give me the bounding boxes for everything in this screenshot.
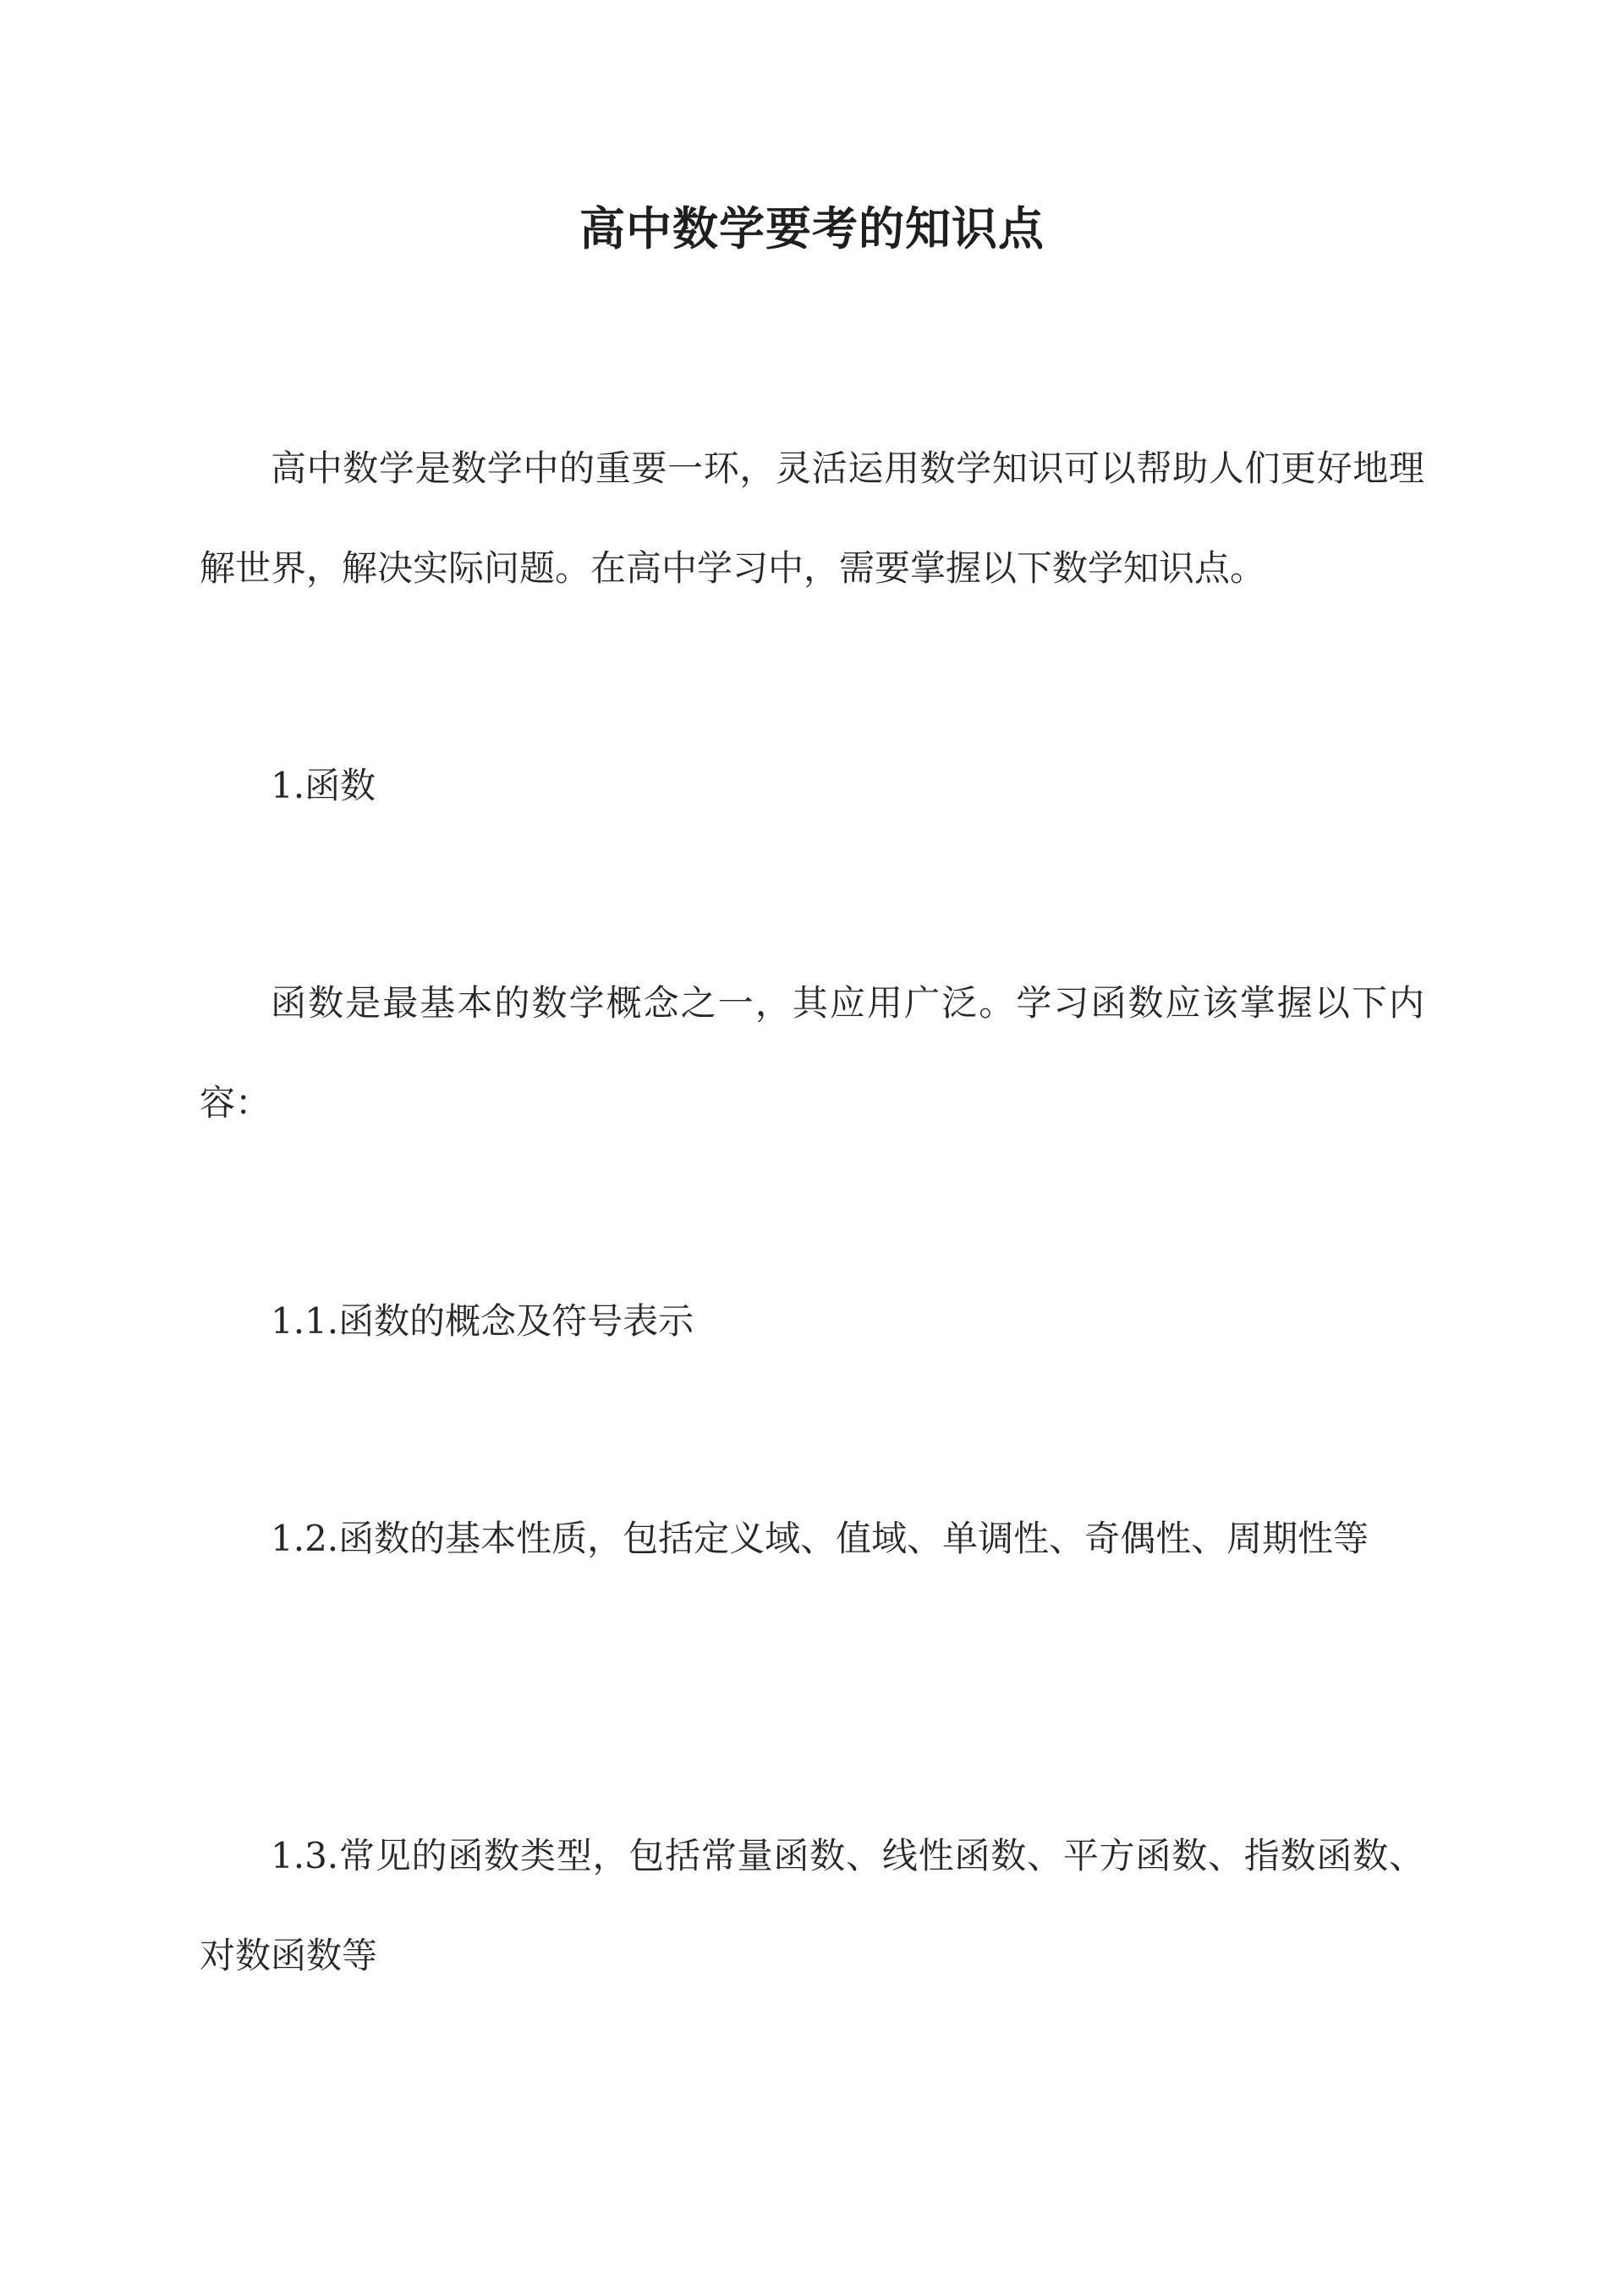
functions-intro-paragraph: 函数是最基本的数学概念之一，其应用广泛。学习函数应该掌握以下内容： <box>200 982 1424 1123</box>
intro-paragraph: 高中数学是数学中的重要一环，灵活运用数学知识可以帮助人们更好地理解世界，解决实际问题。在高中学习中，需要掌握以下数学知识点。 <box>200 448 1424 589</box>
list-item-1-3: 1.3.常见的函数类型，包括常量函数、线性函数、平方函数、指数函数、对数函数等 <box>200 1835 1424 1976</box>
list-item-1-2: 1.2.函数的基本性质，包括定义域、值域、单调性、奇偶性、周期性等 <box>271 1518 1369 1559</box>
list-item-1-1: 1.1.函数的概念及符号表示 <box>271 1300 694 1342</box>
section-heading-functions: 1.函数 <box>271 765 376 806</box>
document-title: 高中数学要考的知识点 <box>579 201 1045 255</box>
